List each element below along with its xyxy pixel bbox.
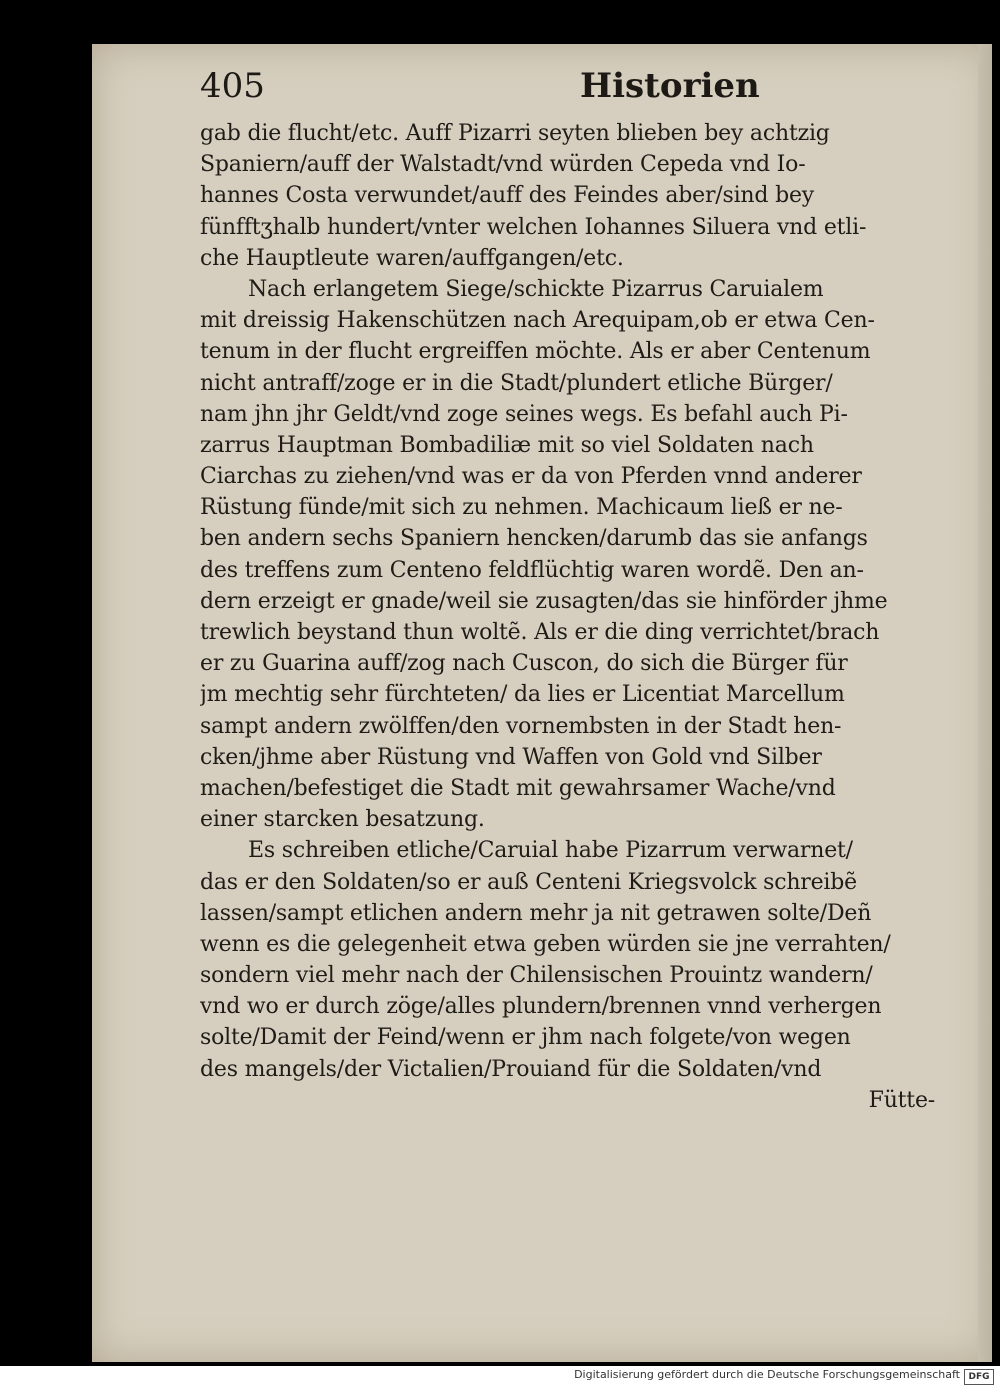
- text-line: hannes Costa verwundet/auff des Feindes aber/sind bey: [200, 183, 815, 209]
- page-header: [200, 66, 920, 116]
- text-block: [200, 118, 935, 1116]
- footer-bar: [0, 1366, 1000, 1387]
- text-line: ben andern sechs Spaniern hencken/darumb das sie anfangs: [200, 526, 868, 552]
- text-line: sampt andern zwölffen/den vornembsten in der Stadt hen-: [200, 713, 842, 739]
- text-line: gab die flucht/etc. Auff Pizarri seyten blieben bey achtzig: [200, 121, 830, 146]
- text-line: solte/Damit der Feind/wenn er jhm nach folgete/von wegen: [200, 1025, 851, 1051]
- page-edge: [978, 44, 992, 1362]
- text-line: fünfftʒhalb hundert/vnter welchen Iohannes Siluera vnd etli-: [200, 214, 867, 240]
- text-line: Ciarchas zu ziehen/vnd was er da von Pferden vnnd anderer: [200, 464, 862, 490]
- text-line: Es schreiben etliche/Caruial habe Pizarrum verwarnet/: [248, 838, 853, 864]
- running-head: Historien: [580, 66, 760, 106]
- text-line: cken/jhme aber Rüstung vnd Waffen von Gold vnd Silber: [200, 744, 822, 770]
- text-line: des treffens zum Centeno feldflüchtig waren wordẽ. Den an-: [200, 557, 864, 583]
- text-line: vnd wo er durch zöge/alles plundern/brennen vnnd verhergen: [200, 994, 882, 1020]
- text-line: er zu Guarina auff/zog nach Cuscon, do sich die Bürger für: [200, 651, 848, 677]
- text-line: lassen/sampt etlichen andern mehr ja nit getrawen solte/Deñ: [200, 900, 872, 926]
- text-line: machen/befestiget die Stadt mit gewahrsamer Wache/vnd: [200, 775, 836, 801]
- text-line: dern erzeigt er gnade/weil sie zusagten/das sie hinförder jhme: [200, 588, 888, 614]
- text-line: Spaniern/auff der Walstadt/vnd würden Cepeda vnd Io-: [200, 152, 806, 178]
- text-line: das er den Soldaten/so er auß Centeni Kriegsvolck schreibẽ: [200, 869, 857, 895]
- text-line: des mangels/der Victalien/Prouiand für die Soldaten/vnd: [200, 1056, 822, 1082]
- funding-notice: Digitalisierung gefördert durch die Deutsche Forschungsgemeinschaft: [574, 1368, 960, 1381]
- text-line: Nach erlangetem Siege/schickte Pizarrus Caruialem: [248, 276, 824, 302]
- text-line: nicht antraff/zoge er in die Stadt/plundert etliche Bürger/: [200, 370, 833, 396]
- text-line: sondern viel mehr nach der Chilensischen Prouintz wandern/: [200, 963, 873, 989]
- text-line: tenum in der flucht ergreiffen möchte. Als er aber Centenum: [200, 339, 871, 365]
- text-line: mit dreissig Hakenschützen nach Arequipam,ob er etwa Cen-: [200, 308, 875, 334]
- dfg-logo-icon: DFG: [964, 1369, 994, 1385]
- text-line: che Hauptleute waren/auffgangen/etc.: [200, 245, 624, 271]
- text-line: trewlich beystand thun woltẽ. Als er die ding verrichtet/brach: [200, 620, 880, 645]
- page-number: 405: [200, 66, 265, 106]
- text-line: Rüstung fünde/mit sich zu nehmen. Machicaum ließ er ne-: [200, 495, 843, 521]
- text-line: wenn es die gelegenheit etwa geben würden sie jne verrahten/: [200, 931, 891, 957]
- text-line: zarrus Hauptman Bombadiliæ mit so viel Soldaten nach: [200, 432, 814, 458]
- text-line: einer starcken besatzung.: [200, 807, 485, 833]
- text-line: jm mechtig sehr fürchteten/ da lies er Licentiat Marcellum: [200, 682, 845, 708]
- catchword: Fütte-: [868, 1087, 935, 1113]
- text-line: nam jhn jhr Geldt/vnd zoge seines wegs. Es befahl auch Pi-: [200, 401, 848, 427]
